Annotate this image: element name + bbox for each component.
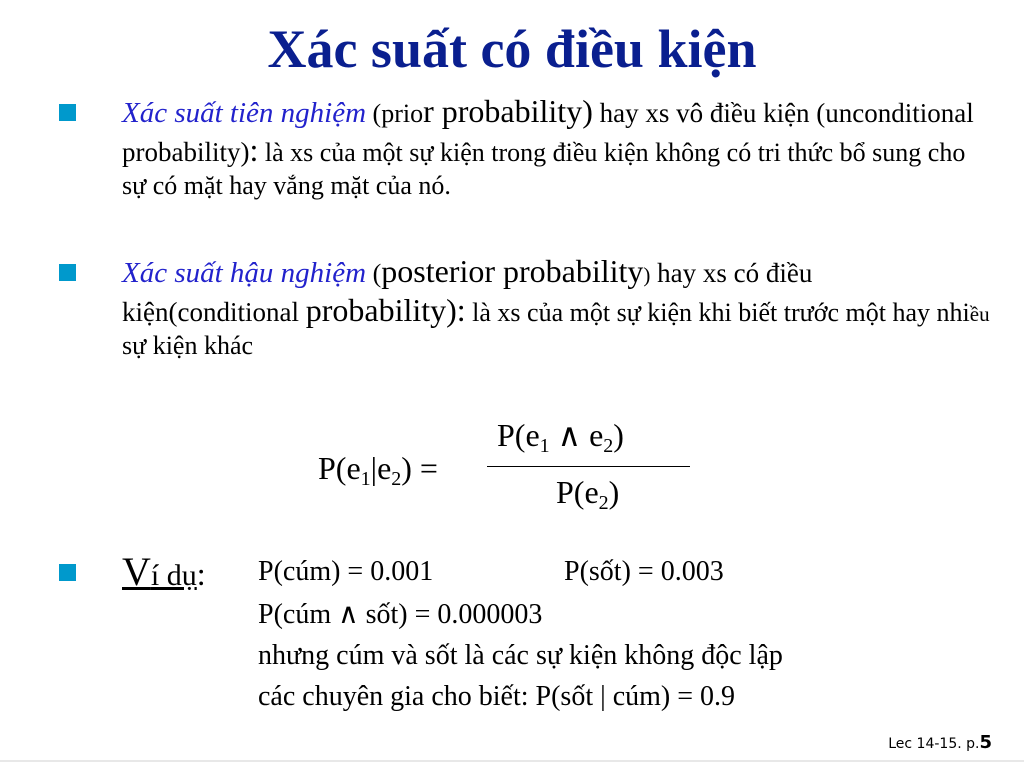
text: ều (969, 301, 990, 326)
page-number: 5 (979, 732, 992, 753)
slide-title: Xác suất có điều kiện (267, 19, 757, 79)
text: P(e (318, 450, 361, 486)
bullet-posterior-probability (122, 252, 992, 362)
bullet-prior-probability (122, 92, 992, 202)
text: r probability) (423, 93, 593, 129)
text: |e (370, 450, 392, 486)
text: ( (366, 259, 382, 288)
text: là xs của một sự kiện trong điều kiện không có tri thức bổ sung cho sự có mặt hay vắng mặt của nó. (122, 137, 966, 201)
example-line-1b: P(sốt) = 0.003 (564, 556, 724, 587)
subscript: 1 (539, 435, 550, 457)
text: ): (446, 291, 466, 328)
text: là xs của một sự kiện khi biết trước một hay nhi (465, 297, 970, 327)
fraction-bar (487, 466, 690, 467)
text: P(e (497, 417, 540, 453)
text: sự kiện khác (122, 331, 254, 361)
text: ) (613, 417, 624, 453)
text: : (196, 556, 206, 592)
subscript: 2 (391, 468, 402, 490)
text: hay xs có điều kiện(conditional (122, 258, 813, 327)
text: V (122, 549, 151, 594)
formula-lhs (318, 450, 438, 490)
text: ) (643, 263, 651, 287)
text: ) (608, 474, 620, 510)
text: probability (305, 291, 447, 328)
slide-footer (888, 732, 992, 753)
text: í dụ (150, 559, 197, 592)
formula-denominator (556, 474, 620, 514)
text: : (249, 131, 259, 168)
term-prior: Xác suất tiên nghiệm (122, 97, 367, 129)
text: P(e (556, 474, 599, 510)
text: ∧ e (549, 417, 604, 453)
example-line-2: P(cúm ∧ sốt) = 0.000003 (258, 599, 543, 630)
subscript: 1 (360, 468, 371, 490)
example-line-3: nhưng cúm và sốt là các sự kiện không độc lập (258, 640, 783, 671)
example-line-1a: P(cúm) = 0.001 (258, 556, 434, 587)
text: prio (381, 99, 424, 128)
bullet-square-icon (59, 264, 76, 281)
subscript: 2 (603, 435, 614, 457)
formula-numerator (497, 416, 624, 457)
subscript: 2 (598, 492, 609, 514)
bullet-square-icon (59, 104, 76, 121)
footer-text: Lec 14-15. p. (888, 736, 980, 752)
bottom-divider (0, 760, 1024, 762)
text: posterior probability (381, 253, 644, 289)
text: ) = (401, 450, 438, 486)
example-label (122, 548, 206, 595)
text: ( (366, 99, 382, 128)
example-line-4: các chuyên gia cho biết: P(sốt | cúm) = 0.9 (258, 681, 736, 712)
bullet-square-icon (59, 564, 76, 581)
term-posterior: Xác suất hậu nghiệm (122, 257, 367, 289)
text: hay xs vô điều kiện (unconditional probability) (122, 98, 974, 167)
